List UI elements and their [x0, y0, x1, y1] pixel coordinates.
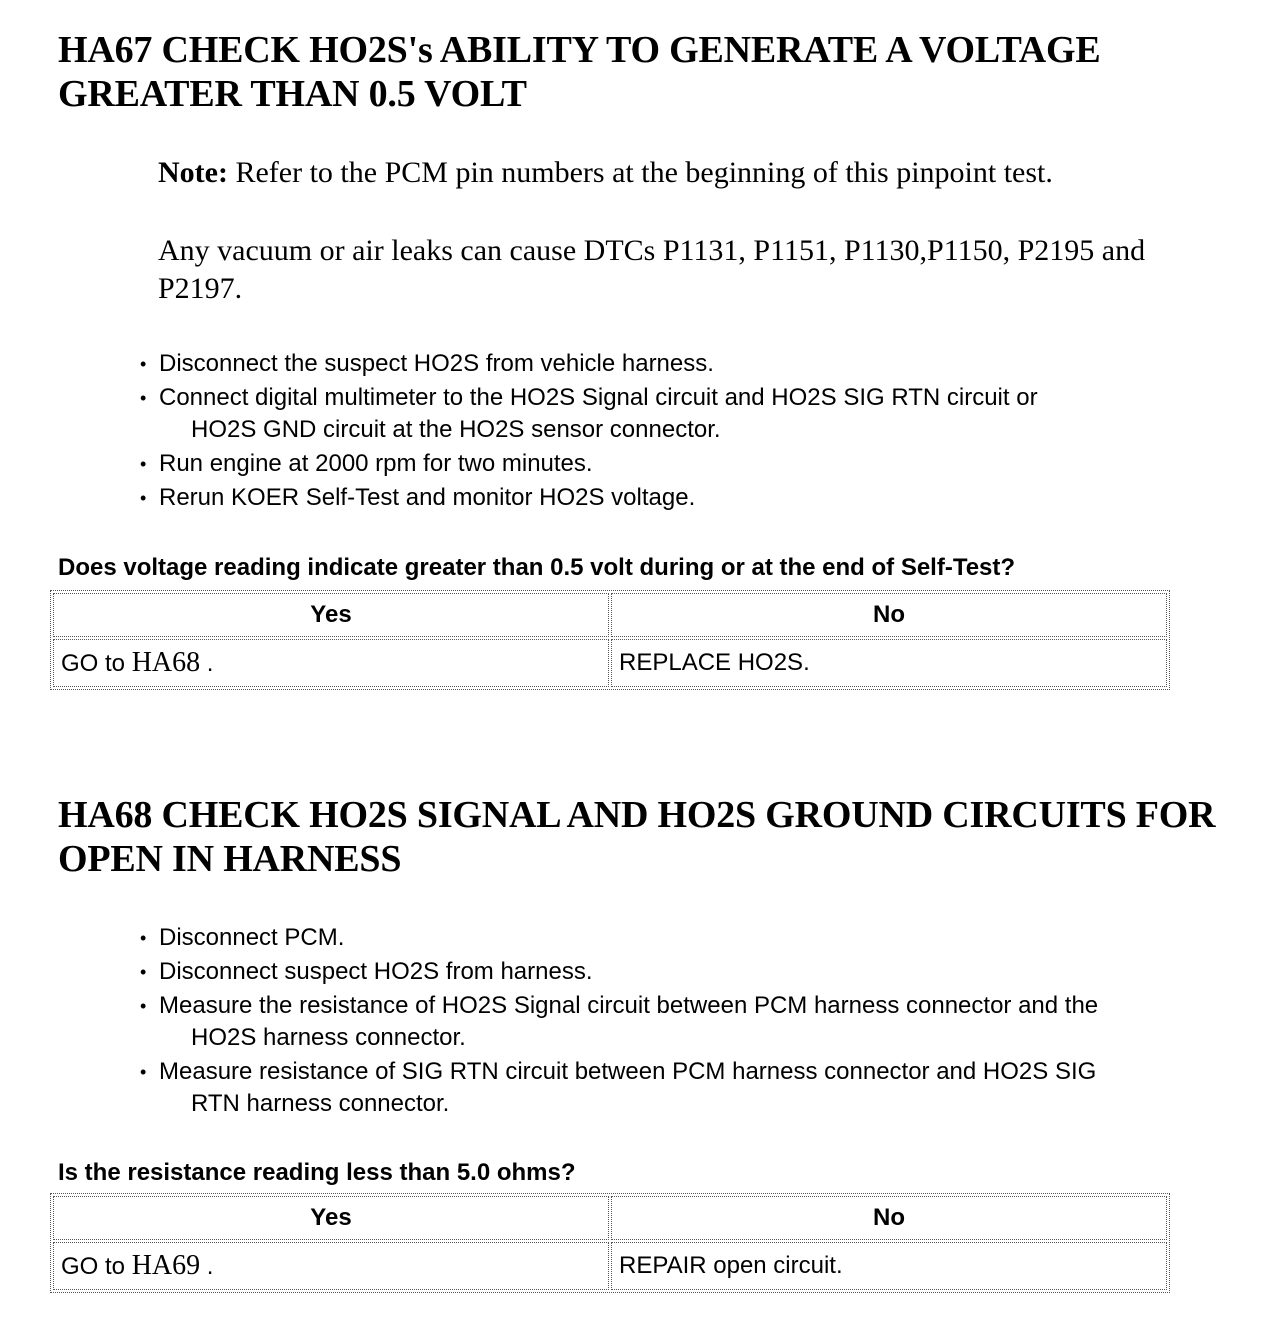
bullet-icon: • — [140, 962, 147, 982]
step-text: Run engine at 2000 rpm for two minutes. — [159, 450, 593, 477]
step-item — [140, 382, 1220, 448]
table-row — [53, 639, 1167, 687]
yes-cell — [53, 639, 609, 687]
no-header: No — [611, 1196, 1167, 1240]
decision-table — [50, 590, 1170, 690]
link-suffix: . — [200, 1253, 214, 1280]
decision-question: Is the resistance reading less than 5.0 ohms? — [58, 1159, 576, 1186]
note-paragraph — [158, 154, 1053, 192]
bullet-icon: • — [140, 1062, 147, 1082]
step-text: Disconnect suspect HO2S from harness. — [159, 958, 593, 985]
yes-header: Yes — [53, 1196, 609, 1240]
table-header-row — [53, 593, 1167, 637]
step-item — [140, 922, 1260, 956]
link-suffix: . — [200, 650, 214, 677]
yes-cell — [53, 1242, 609, 1290]
step-text: Rerun KOER Self-Test and monitor HO2S voltage. — [159, 484, 696, 511]
go-to-label: GO to — [61, 1253, 132, 1280]
table-row — [53, 1242, 1167, 1290]
step-text: Connect digital multimeter to the HO2S Signal circuit and HO2S SIG RTN circuit or — [159, 384, 1038, 411]
note-label: Note: — [158, 156, 228, 189]
table-header-row — [53, 1196, 1167, 1240]
step-item — [140, 348, 1220, 382]
step-item — [140, 956, 1260, 990]
step-text-continued: HO2S GND circuit at the HO2S sensor connector. — [191, 416, 721, 443]
yes-header: Yes — [53, 593, 609, 637]
decision-question: Does voltage reading indicate greater than 0.5 volt during or at the end of Self-Test? — [58, 554, 1016, 581]
step-link-ha68[interactable]: HA68 — [131, 647, 201, 678]
step-item — [140, 990, 1260, 1056]
step-text-continued: HO2S harness connector. — [191, 1024, 466, 1051]
step-text: Disconnect PCM. — [159, 924, 345, 951]
no-header: No — [611, 593, 1167, 637]
bullet-icon: • — [140, 354, 147, 374]
bullet-icon: • — [140, 488, 147, 508]
step-item — [140, 1056, 1260, 1122]
no-cell: REPLACE HO2S. — [611, 639, 1167, 687]
bullet-icon: • — [140, 454, 147, 474]
step-list-ha67 — [140, 348, 1220, 516]
step-item — [140, 482, 1220, 516]
go-to-label: GO to — [61, 650, 132, 677]
step-text: Measure resistance of SIG RTN circuit between PCM harness connector and HO2S SIG — [159, 1058, 1097, 1085]
vacuum-leak-note: Any vacuum or air leaks can cause DTCs P1131, P1151, P1130,P1150, P2195 and P2197. — [158, 234, 1146, 305]
section-heading-ha67: HA67 CHECK HO2S's ABILITY TO GENERATE A VOLTAGE GREATER THAN 0.5 VOLT — [58, 29, 1101, 115]
step-link-ha69[interactable]: HA69 — [131, 1250, 201, 1281]
bullet-icon: • — [140, 928, 147, 948]
note-text: Refer to the PCM pin numbers at the beginning of this pinpoint test. — [227, 156, 1053, 189]
section-heading-ha68: HA68 CHECK HO2S SIGNAL AND HO2S GROUND CIRCUITS FOR OPEN IN HARNESS — [58, 794, 1216, 880]
bullet-icon: • — [140, 996, 147, 1016]
step-text: Disconnect the suspect HO2S from vehicle harness. — [159, 350, 714, 377]
no-cell: REPAIR open circuit. — [611, 1242, 1167, 1290]
step-text-continued: RTN harness connector. — [191, 1090, 450, 1117]
decision-table — [50, 1193, 1170, 1293]
step-text: Measure the resistance of HO2S Signal circuit between PCM harness connector and the — [159, 992, 1099, 1019]
step-list-ha68 — [140, 922, 1260, 1122]
bullet-icon: • — [140, 388, 147, 408]
step-item — [140, 448, 1220, 482]
